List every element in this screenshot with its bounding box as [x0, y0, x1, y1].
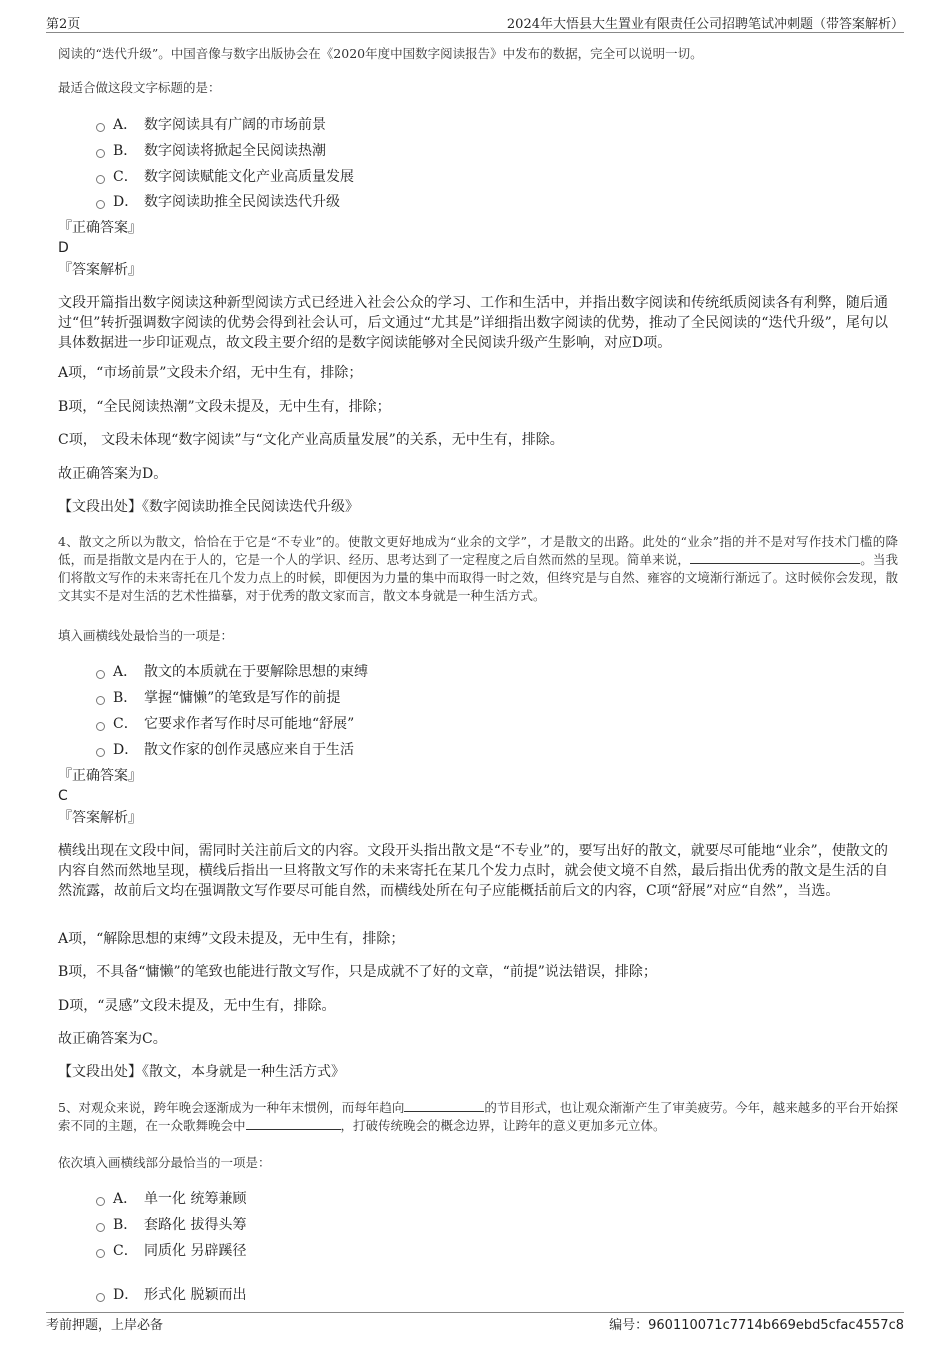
- q3-passage-tail: 阅读的“迭代升级”。中国音像与数字出版协会在《2020年度中国数字阅读报告》中发布的数据，完全可以说明一切。: [58, 46, 703, 61]
- footer-slogan: 考前押题，上岸必备: [46, 1318, 164, 1333]
- document-title: 2024年大悟县大生置业有限责任公司招聘笔试冲刺题（带答案解析）: [506, 17, 904, 32]
- q4-analysis: 横线出现在文段中间，需同时关注前后文的内容。文段开头指出散文是“不专业”的，要写出好的散文，就要尽可能地“业余”，使散文的内容自然而然地呈现，横线后指出一旦将散文写作的未来寄托在某几个发力点时，就会使文境不自然，最后指出优秀的散文是生活的自然流露，故前后文均在强调散文写作要尽可能自然，而横线处所在句子应能概括前后文的内容，C项“舒展”对应“自然”，当选。: [58, 843, 888, 899]
- q3-item-a: A项，“市场前景”文段未介绍，无中生有，排除；: [58, 365, 363, 381]
- q3-analysis-heading: 『答案解析』: [58, 262, 142, 278]
- q3-option-b[interactable]: B． 数字阅读将掀起全民阅读热潮: [96, 140, 326, 160]
- radio-icon[interactable]: [96, 123, 105, 132]
- q3-conclusion: 故正确答案为D。: [58, 466, 168, 482]
- radio-icon[interactable]: [96, 1249, 105, 1258]
- q4-passage: 4、散文之所以为散文，恰恰在于它是“不专业”的。使散文更好地成为“业余的文学”，才是散文的出路。此处的“业余”指的并不是对写作技术门槛的降低，而是指散文是内在于人的，它是一个人的学识、经历、思考达到了一定程度之后自然而然的呈现。简单来说， 。当我们将散文写作的未来寄托在几个发力点上的时候，即便因为力量的集中而取得一时之效，但终究是与自然、雍容的文境渐行渐远了。这时候你会发现，散文其实不是对生活的艺术性描摹，对于优秀的散文家而言，散文本身就是一种生活方式。: [58, 534, 898, 603]
- q3-option-a[interactable]: A． 数字阅读具有广阔的市场前景: [96, 114, 326, 134]
- q3-item-b: B项，“全民阅读热潮”文段未提及，无中生有，排除；: [58, 399, 391, 415]
- q3-prompt: 最适合做这段文字标题的是：: [58, 80, 221, 95]
- q4-item-a: A项，“解除思想的束缚”文段未提及，无中生有，排除；: [58, 931, 405, 947]
- radio-icon[interactable]: [96, 1293, 105, 1302]
- q3-answer: D: [58, 240, 69, 256]
- q4-answer-heading: 『正确答案』: [58, 768, 142, 784]
- page-header: [46, 12, 904, 32]
- fill-blank: [246, 1117, 341, 1130]
- header-divider: [46, 32, 904, 33]
- q4-prompt: 填入画横线处最恰当的一项是：: [58, 628, 234, 643]
- q5-option-c[interactable]: C． 同质化 另辟蹊径: [96, 1240, 246, 1260]
- q4-analysis-heading: 『答案解析』: [58, 810, 142, 826]
- q4-answer: C: [58, 788, 68, 804]
- fill-blank: [690, 551, 860, 564]
- footer-divider: [46, 1312, 904, 1313]
- q4-conclusion: 故正确答案为C。: [58, 1031, 167, 1047]
- q5-option-a[interactable]: A． 单一化 统筹兼顾: [96, 1188, 246, 1208]
- q3-source: 【文段出处】《数字阅读助推全民阅读迭代升级》: [58, 499, 359, 515]
- q5-option-d[interactable]: D． 形式化 脱颖而出: [96, 1284, 246, 1304]
- radio-icon[interactable]: [96, 1223, 105, 1232]
- q3-option-d[interactable]: D． 数字阅读助推全民阅读迭代升级: [96, 191, 340, 211]
- document-code: 编号：960110071c7714b669ebd5cfac4557c8: [609, 1318, 904, 1333]
- radio-icon[interactable]: [96, 722, 105, 731]
- radio-icon[interactable]: [96, 670, 105, 679]
- radio-icon[interactable]: [96, 149, 105, 158]
- radio-icon[interactable]: [96, 200, 105, 209]
- q4-item-d: D项，“灵感”文段未提及，无中生有，排除。: [58, 998, 336, 1014]
- q5-passage: 5、对观众来说，跨年晚会逐渐成为一种年末惯例，而每年趋向 的节目形式，也让观众渐渐产生了审美疲劳。今年，越来越多的平台开始探索不同的主题，在一众歌舞晚会中 ，打破传统晚会的概念边界，让跨年的意义更加多元立体。: [58, 1100, 898, 1133]
- radio-icon[interactable]: [96, 1197, 105, 1206]
- page-footer: [46, 1314, 904, 1333]
- q4-option-b[interactable]: B． 掌握“慵懒”的笔致是写作的前提: [96, 687, 340, 707]
- q5-prompt: 依次填入画横线部分最恰当的一项是：: [58, 1155, 271, 1170]
- radio-icon[interactable]: [96, 175, 105, 184]
- radio-icon[interactable]: [96, 748, 105, 757]
- q4-option-a[interactable]: A． 散文的本质就在于要解除思想的束缚: [96, 661, 368, 681]
- q4-item-b: B项，不具备“慵懒”的笔致也能进行散文写作，只是成就不了好的文章，“前提”说法错误，排除；: [58, 964, 657, 980]
- q4-option-c[interactable]: C． 它要求作者写作时尽可能地“舒展”: [96, 713, 354, 733]
- q3-analysis: 文段开篇指出数字阅读这种新型阅读方式已经进入社会公众的学习、工作和生活中，并指出数字阅读和传统纸质阅读各有利弊，随后通过“但”转折强调数字阅读的优势会得到社会认可，后文通过“尤其是”详细指出数字阅读的优势，推动了全民阅读的“迭代升级”，尾句以具体数据进一步印证观点，故文段主要介绍的是数字阅读能够对全民阅读升级产生影响，对应D项。: [58, 295, 888, 351]
- q3-option-c[interactable]: C． 数字阅读赋能文化产业高质量发展: [96, 166, 354, 186]
- fill-blank: [404, 1099, 484, 1112]
- q3-answer-heading: 『正确答案』: [58, 220, 142, 236]
- q5-option-b[interactable]: B． 套路化 拔得头筹: [96, 1214, 246, 1234]
- q4-option-d[interactable]: D． 散文作家的创作灵感应来自于生活: [96, 739, 354, 759]
- q3-item-c: C项， 文段未体现“数字阅读”与“文化产业高质量发展”的关系，无中生有，排除。: [58, 432, 564, 448]
- q4-source: 【文段出处】《散文，本身就是一种生活方式》: [58, 1064, 345, 1080]
- radio-icon[interactable]: [96, 696, 105, 705]
- page-number: 第2页: [46, 17, 81, 32]
